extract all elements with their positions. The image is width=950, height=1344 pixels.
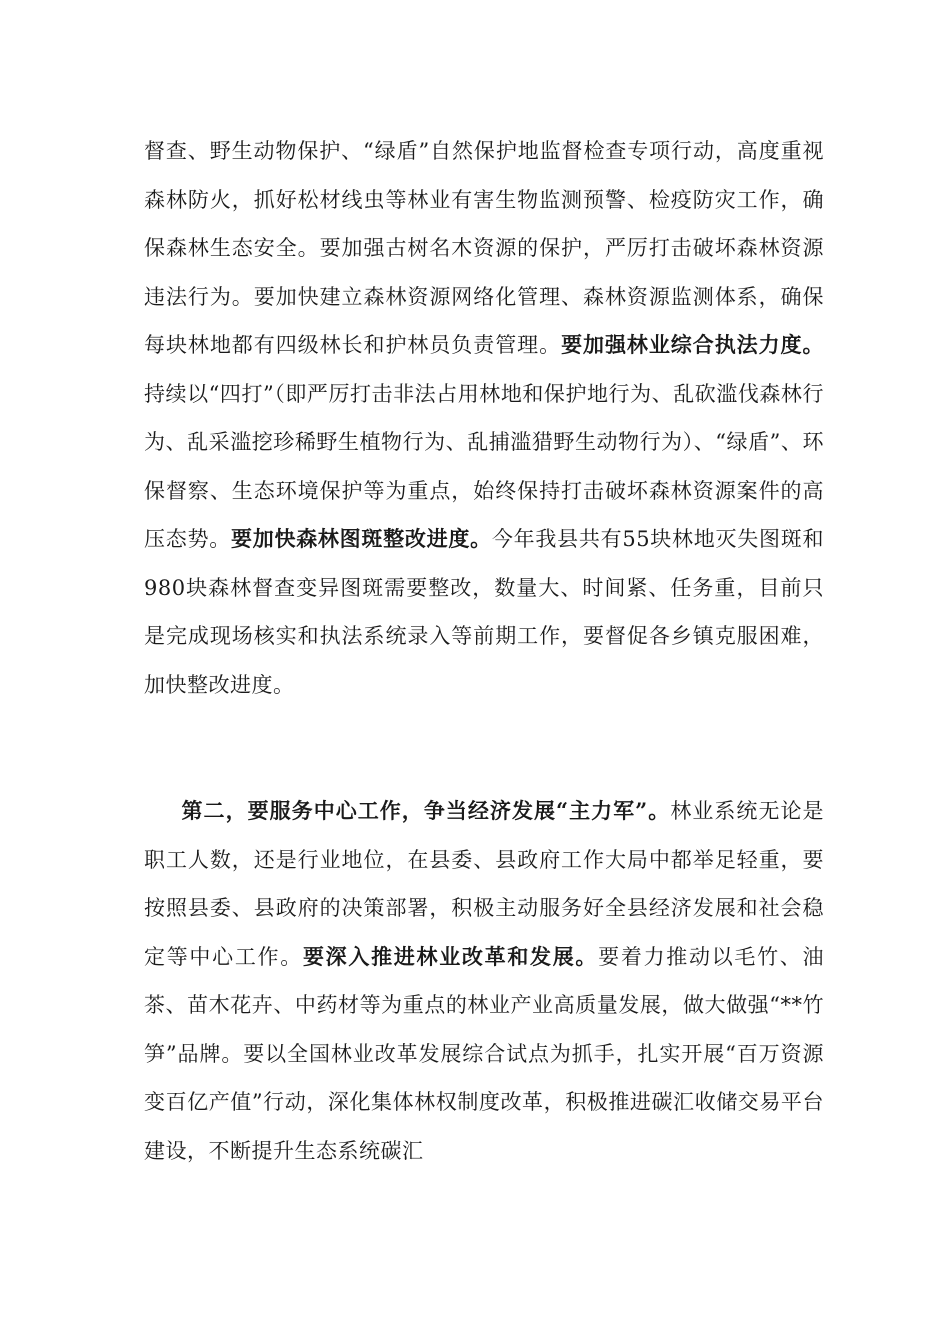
bold-heading-reform: 要深入推进林业改革和发展。 — [302, 943, 599, 969]
body-text: 今年我县共有55块林地灭失图斑和980块森林督查变异图斑需要整改，数量大、时间紧、任务重，目前只是完成现场核实和执法系统录入等前期工作，要督促各乡镇克服困难，加快整改进度。 — [144, 527, 824, 697]
bold-heading-rectification: 要加快森林图斑整改进度。 — [230, 526, 492, 551]
section-heading-second: 第二，要服务中心工作，争当经济发展“主力军”。 — [181, 798, 671, 823]
paragraph-serve-center-work — [144, 787, 824, 1175]
paragraph-forest-protection — [144, 127, 824, 709]
body-text: 要着力推动以毛竹、油茶、苗木花卉、中药材等为重点的林业产业高质量发展，做大做强“**竹笋”品牌。要以全国林业改革发展综合试点为抓手，扎实开展“百万资源变百亿产值”行动，深化集体林权制度改革，积极推进碳汇收储交易平台建设，不断提升生态系统碳汇 — [144, 944, 825, 1163]
bold-heading-enforcement: 要加强林业综合执法力度。 — [561, 332, 825, 357]
body-text: 督查、野生动物保护、“绿盾”自然保护地监督检查专项行动，高度重视森林防火，抓好松材线虫等林业有害生物监测预警、检疫防灾工作，确保森林生态安全。要加强古树名木资源的保护，严厉打击破坏森林资源违法行为。要加快建立森林资源网络化管理、森林资源监测体系，确保每块林地都有四级林长和护林员负责管理。 — [144, 139, 824, 357]
body-text: 林业系统无论是职工人数，还是行业地位，在县委、县政府工作大局中都举足轻重，要按照县委、县政府的决策部署，积极主动服务好全县经济发展和社会稳定等中心工作。 — [144, 799, 824, 969]
body-text: 持续以“四打”（即严厉打击非法占用林地和保护地行为、乱砍滥伐森林行为、乱采滥挖珍稀野生植物行为、乱捕滥猎野生动物行为）、“绿盾”、环保督察、生态环境保护等为重点，始终保持打击破坏森林资源案件的高压态势。 — [144, 381, 824, 551]
